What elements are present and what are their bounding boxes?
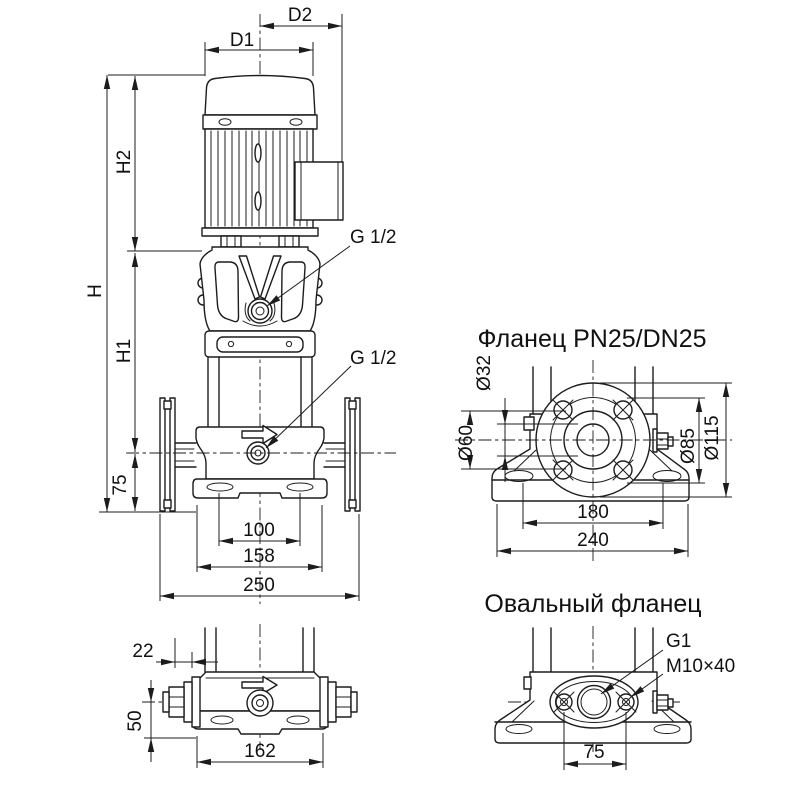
dim-label-d32: Ø32 — [474, 355, 495, 391]
flange-view-title: Фланец PN25/DN25 — [477, 325, 707, 353]
dim-label-h: H — [85, 284, 106, 298]
fan-cover-band — [203, 115, 317, 129]
oval-flange — [550, 676, 638, 728]
flange-view — [455, 325, 732, 562]
dim-label-22: 22 — [132, 641, 154, 662]
motor — [202, 76, 343, 248]
dim-label-162: 162 — [244, 741, 276, 762]
port-label-g1: G1 — [666, 631, 692, 652]
oval-flange-view — [484, 590, 735, 770]
dim-label-d85: Ø85 — [678, 428, 699, 464]
port-label-drain-plug: G 1/2 — [350, 348, 397, 369]
dim-label-h1: H1 — [114, 338, 135, 364]
port-label-fill-plug: G 1/2 — [350, 227, 397, 248]
dim-label-h2: H2 — [114, 149, 135, 175]
main-front-view — [85, 5, 396, 604]
motor-fan-cover — [205, 76, 315, 116]
dim-label-d1: D1 — [229, 30, 255, 51]
bolt-label-m10x40: M10×40 — [666, 656, 736, 677]
discharge-nozzle — [324, 443, 345, 467]
bottom-view — [125, 624, 357, 768]
dim-label-158: 158 — [243, 546, 275, 567]
suction-flange — [160, 398, 175, 511]
dim-label-50: 50 — [125, 710, 146, 732]
oval-view-title: Овальный фланец — [484, 590, 702, 618]
discharge-flange — [345, 398, 360, 511]
terminal-box — [295, 162, 343, 220]
threaded-port-right — [320, 677, 357, 727]
bolt-hole-left — [554, 692, 574, 712]
dim-label-75-oval: 75 — [583, 742, 605, 763]
suction-nozzle — [175, 443, 196, 467]
dim-label-d60: Ø60 — [456, 425, 477, 461]
dim-label-75-main: 75 — [110, 474, 131, 496]
dim-label-240: 240 — [577, 530, 609, 551]
threaded-port-left — [163, 677, 200, 727]
dim-label-180: 180 — [577, 502, 609, 523]
support-columns — [205, 628, 314, 672]
dim-label-d115: Ø115 — [702, 415, 723, 461]
pump-head — [198, 247, 322, 357]
motor-flange — [202, 228, 318, 236]
dim-label-d2: D2 — [287, 5, 313, 26]
dim-label-250: 250 — [243, 575, 275, 596]
dim-label-100: 100 — [243, 520, 275, 541]
air-vent-bolt — [653, 429, 673, 452]
pump-base — [126, 398, 396, 511]
